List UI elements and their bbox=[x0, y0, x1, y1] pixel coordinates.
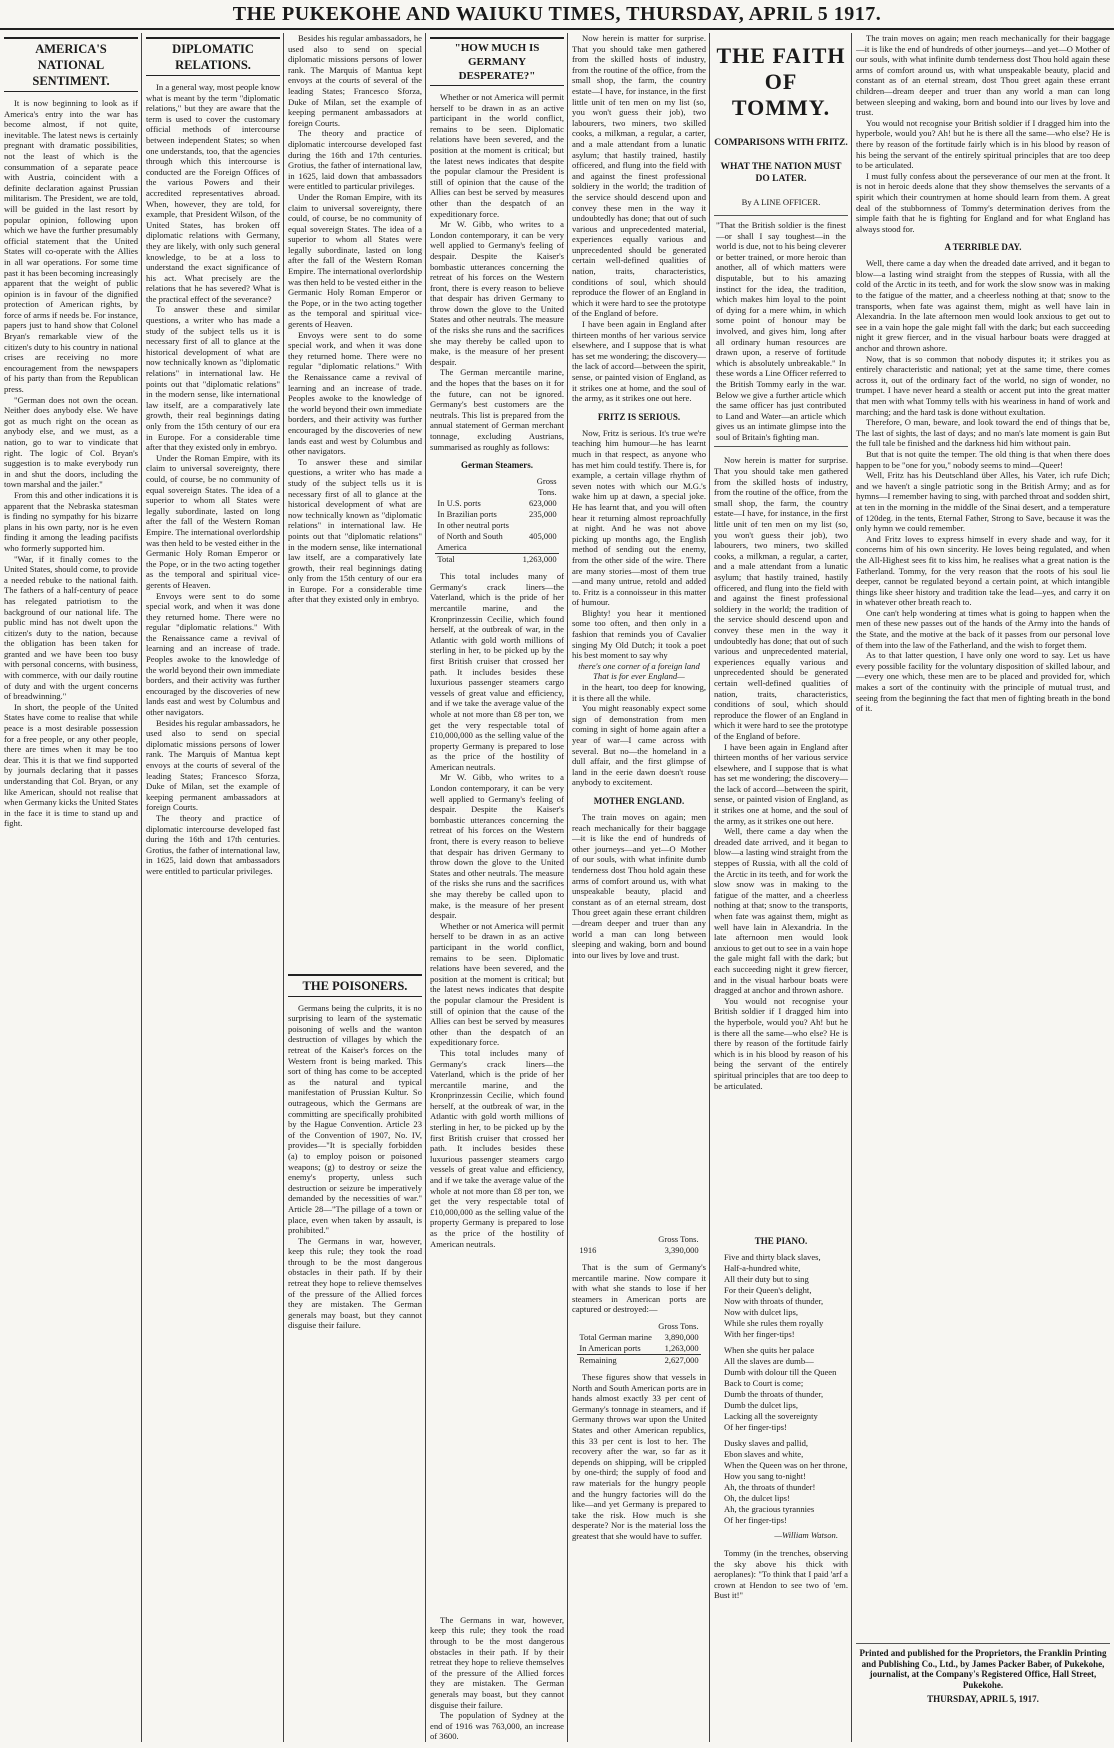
article-paragraph: Whether or not America will permit herself to be drawn in as an active participant in the world conflict, remains to be seen. Diplomatic relations have been severed, and the position at the moment is critical; but the latest news indicates that despite the popular clamour the President is still of opinion that the cause of the Allies can best be served by measures other than the despatch of an expeditionary force. bbox=[430, 920, 564, 1048]
section-subhead: MOTHER ENGLAND. bbox=[593, 795, 685, 806]
footer-note: The population of Sydney at the end of 1916 was 763,000, an increase of 3600. bbox=[430, 1710, 564, 1742]
article-header bbox=[288, 974, 422, 997]
row-value: 1,263,000 bbox=[518, 554, 558, 566]
article-paragraph: The theory and practice of diplomatic intercourse developed fast during the 16th and 17th centuries. Grotius, the father of international law, in 1625, laid down that ambassadors were entitled to particular privileges. bbox=[146, 812, 280, 876]
poem-author: —William Watson. bbox=[774, 1530, 838, 1540]
article-byline: By A LINE OFFICER. bbox=[741, 197, 821, 207]
article-paragraph: The Germans in war, however, keep this rule; they took the road through to be the most dangerous obstacles in their path. If by their retreat they hope to relieve themselves of the pressure of the Allied forces they are mistaken. The German generals may boast, but they cannot disguise their failure. bbox=[288, 1235, 422, 1331]
article-paragraph: And Fritz loves to express himself in every shade and way, for it concerns him of his own sincerity. He loves being regulated, and when the All-Highest sees fit to kiss him, he realises what a great nation is the Fatherland. Tommy, for the very reason that the roots of his soul lie deeper, cannot be regulated beyond a certain point, at which intangible things like sheer history and tradition take the lead—yes, and carry it on in whatever other breath reach to. bbox=[856, 533, 1110, 608]
poem-line: Dumb with dolour till the Queen bbox=[724, 1367, 837, 1377]
article-paragraph: Germans being the culprits, it is no surprising to learn of the systematic poisoning of wells and the wanton destruction of villages by which the retreat of the Kaiser's forces on the Western front is being marked. This sort of thing has come to be accepted as the natural and typical manifestation of Prussian Kultur. So outrageous, which the Germans are committing are specifically prohibited by the Hague Convention. Article 23 of the Convention of 1907, No. IV, provides—"It is specially forbidden (a) to employ poison or poisoned weapons; (g) to destroy or seize the enemy's property, unless such destruction or seizure be imperatively demanded by the necessities of war." Article 28—"The pillage of a town or place, even when taken by assault, is prohibited." bbox=[288, 1002, 422, 1236]
poem-line: While she rules them royally bbox=[724, 1318, 824, 1328]
article-paragraph: The Germans in war, however, keep this rule; they took the road through to be the most dangerous obstacles in their path. If by their retreat they hope to relieve themselves of the pressure of the Allied forces they are mistaken. The German generals may boast, but they cannot disguise their failure. bbox=[430, 1614, 564, 1710]
article-paragraph: I must fully confess about the perseverance of our men at the front. It is not in heroic deeds alone that they show themselves the servants of a spirit which their countrymen at home should learn from them. A great deal of the stubbornness of Tommy's determination derives from the simple faith that he is fighting for England and for what England has always stood for. bbox=[856, 170, 1110, 234]
article-paragraph: in the heart, too deep for knowing, it is there all the while. bbox=[572, 682, 706, 703]
article-paragraph: These figures show that vessels in North and South American ports are in hands almost exactly 33 per cent of Germany's tonnage in steamers, and if Germany throws war upon the United States and other American republics, this 33 per cent is lost to her. The recovery after the war, so far as it depends on shipping, will be crippled by one-third; the supply of food and raw materials for the hungry people and the hungry factories will do the like—and yet Germany is prepared to take the risk. How much is she desperate? Nor is the material loss the greatest that she would have to suffer. bbox=[572, 1371, 706, 1541]
article-paragraph: The theory and practice of diplomatic intercourse developed fast during the 16th and 17th centuries. Grotius, the father of international law, in 1625, laid down that ambassadors were entitled to particular privileges. bbox=[288, 128, 422, 192]
article-paragraph: Envoys were sent to do some special work, and when it was done they returned home. There were no regular "diplomatic relations." With the Renaissance came a revival of learning and an increase of trade. Peoples awoke to the knowledge of the world beyond their own immediate borders, and their activity was further encouraged by the discoveries of new lands east and west by Columbus and other navigators. bbox=[146, 590, 280, 718]
row-value: 2,627,000 bbox=[655, 1354, 700, 1366]
article-header bbox=[430, 37, 564, 86]
poem-line: Five and thirty black slaves, bbox=[724, 1252, 821, 1262]
poem-line: Dumb the throats of thunder, bbox=[724, 1389, 824, 1399]
article-paragraph: Well, there came a day when the dreaded date arrived, and it began to blow—a lasting wind straight from the steppes of Russia, with all the cold of the Arctic in its teeth, and for work the slow snow was in making to the fatigue of the matter, and a cheerless nothing at that; snow to the transports, when fate was against them, might as well have lain in Alexandria. In the late afternoon men would look anxious to get out to see in a vain hope the gale might fall with the dark; but each succeeding night it grew fiercer, and in the visual harbour boats were dragged at anchor and thrown ashore. bbox=[856, 258, 1110, 354]
column-3 bbox=[288, 33, 422, 1742]
article-paragraph: Mr W. Gibb, who writes to a London contemporary, it can be very well applied to Germany's feeling of despair. Despite the Kaiser's bombastic utterances concerning the retreat of his forces on the Western front, there is every reason to believe that despair has driven Germany to throw down the glove to the United States and other neutrals. The measure of the risks she runs and the sacrifices she may thereby be called upon to make, is the measure of her present despair. bbox=[430, 772, 564, 921]
section-subhead: A TERRIBLE DAY. bbox=[944, 242, 1022, 253]
poem-line: Dusky slaves and pallid, bbox=[724, 1438, 809, 1448]
article-paragraph: Now, Fritz is serious. It's true we're teaching him humour—he has learnt much in that respect, as anyone who has met him could testify. There is, for example, a certain village rhythm of seven notes with which our M.G.'s wake him up at dawn, a special joke. He has learnt that, and you will often hear it returning almost reproachfully at night. And he was not above picking up months ago, the English method of sending out the enemy, from the other side of the wire. There are many stories—most of them true—and many untrue, retold and added to. Fritz is a connoisseur in this matter of humour. bbox=[572, 427, 706, 608]
article-paragraph: Tommy (in the trenches, observing the sky above his thick with aeroplanes): "To think that I paid 'arf a crown at Hendon to see two of 'em. Bust it!" bbox=[714, 1548, 848, 1601]
article-paragraph: That is the sum of Germany's mercantile marine. Now compare it with what she stands to lose if her steamers in American ports are captured or destroyed:— bbox=[572, 1262, 706, 1315]
table-row bbox=[577, 1332, 700, 1343]
poem-line: How you sang to-night! bbox=[724, 1471, 806, 1481]
table-title: German Steamers. bbox=[461, 460, 533, 471]
article-paragraph: Envoys were sent to do some special work, and when it was done they returned home. There were no regular "diplomatic relations." With the Renaissance came a revival of learning and an increase of trade. Peoples awoke to the knowledge of the world beyond their own immediate borders, and their activity was further encouraged by the discoveries of new lands east and west by Columbus and other navigators. bbox=[288, 329, 422, 457]
article-header bbox=[146, 37, 280, 76]
article-paragraph: This total includes many of Germany's crack liners—the Vaterland, which is the pride of her mercantile marine, and the Kronprinzessin Cecilie, which found herself, at the outbreak of war, in the Atlantic with gold worth millions of sterling in her, to be picked up by the first British cruiser that crossed her path. It includes besides these luxurious passenger steamers cargo vessels of great value and efficiency, and if we take the average value of the whole at not more than £8 per ton, we get the very respectable total of £10,000,000 as the selling value of the property Germany is prepared to lose as the price of the hostility of American neutrals. bbox=[430, 1047, 564, 1249]
article-title-the-poisoners: THE POISONERS. bbox=[302, 978, 408, 993]
column-rule bbox=[851, 33, 852, 1742]
poem-line: For their Queen's delight, bbox=[724, 1285, 812, 1295]
article-paragraph: You would not recognise your British soldier if I dragged him into the hyperbole, would you? Ah! but he is there all the same—who else? He is there by reason of the fortitude fairly which is in his blood by reason of his being the servant of the entirely spiritual principles that are too deep to be articulated. bbox=[714, 995, 848, 1091]
poem-line: Now with dulcet lips, bbox=[724, 1307, 798, 1317]
article-paragraph: In short, the people of the United States have come to realise that while peace is a most desirable possession for a free people, or any other people, there are times when it may be too dear. This it is that we find supported by journals declaring that it passes understanding that Col. Bryan, or any like American, should not realise that when Germany kicks the United States in the face it is time to stand up and fight. bbox=[4, 701, 138, 829]
article-paragraph: The German mercantile marine, and the hopes that the bases on it for the future, can not be ignored. Germany's best customers are the neutrals. This list is prepared from the annual statement of German merchant tonnage, excluding Austrians, summarised as roughly as follows: bbox=[430, 367, 564, 452]
table-total-row bbox=[435, 554, 558, 566]
article-subtitle: WHAT THE NATION MUST DO LATER. bbox=[720, 162, 842, 184]
article-paragraph: Now, that is so common that nobody disputes it; it strikes you as entirely characteristic and national; yet at the same time, there comes across it, out of the ordinary fact of the world, no sign of wonder, no trumpet. I have never heard a stealth or accent put into the great matter that men with what Tommy tells with his weariness in hand of work and marching; and the hard task is done without exultation. bbox=[856, 353, 1110, 417]
row-value: 3,390,000 bbox=[664, 1245, 699, 1255]
poem-line: All their duty but to sing bbox=[724, 1274, 809, 1284]
row-label: Remaining bbox=[577, 1354, 655, 1366]
article-paragraph: "War, if it finally comes to the United States, should come, to provide a needed rebuke to the national faith. The fathers of a half-century of peace has relegated patriotism to the background of our national life. The public mind has not dwelt upon the citizen's duty to the nation, because the obligation has been taken for granted and we have been too busy with personal concerns, with business, with commerce, with our daily routine of duty and with the urgent concerns of breadwinning." bbox=[4, 553, 138, 702]
article-paragraph: To answer these and similar questions, a writer who has made a study of the subject tells us it is necessary first of all to glance at the historical development of what are now technically known as "diplomatic relations" in international law. He points out that "diplomatic relations" in the modern sense, like international law itself, are a comparatively late growth, their real beginnings dating only from the 15th century of our era in Europe. For a considerable time after that they existed only in embryo. bbox=[288, 456, 422, 605]
article-paragraph: Whether or not America will permit herself to be drawn in as an active participant in the world conflict, remains to be seen. Diplomatic relations have been severed, and the position at the moment is critical; but the latest news indicates that despite the popular clamour the President is still of opinion that the cause of the Allies can best be served by measures other than the despatch of an expeditionary force. bbox=[430, 92, 564, 219]
article-title-americas-national-sentiment: AMERICA'S NATIONAL SENTIMENT. bbox=[32, 42, 110, 88]
column-7 bbox=[856, 33, 1110, 1742]
article-title-the-faith-of-tommy: THE FAITH OF TOMMY. bbox=[716, 43, 846, 120]
article-paragraph: Well, there came a day when the dreaded date arrived, and it began to blow—a lasting wind straight from the steppes of Russia, with all the cold of the Arctic in its teeth, and for work the slow snow was in making to the fatigue of the matter, and a cheerless nothing at that; snow to the transports, when fate was against them, might as well have lain in Alexandria. In the late afternoon men would look anxious to get out to see in a vain hope the gale might fall with the dark; but each succeeding night it grew fiercer, and in the visual harbour boats were dragged at anchor and thrown ashore. bbox=[714, 826, 848, 996]
row-value: 3,890,000 bbox=[664, 1331, 699, 1342]
imprint-text: Printed and published for the Proprietors, the Franklin Printing and Publishing Co., Ltd., by James Packer Baber, of Pukekohe, journalist, at the Company's Registered Office, Hall Street, Pukekohe. bbox=[859, 1648, 1107, 1690]
poem-line: Half-a-hundred white, bbox=[724, 1263, 801, 1273]
column-2 bbox=[146, 33, 280, 1742]
article-paragraph: From this and other indications it is apparent that the Nebraska statesman is finding no sympathy for his bizarre plans in his own party, nor is he even finding it among the leading pacifists who formerly supported him. bbox=[4, 489, 138, 553]
text-block bbox=[288, 330, 422, 970]
table-row bbox=[577, 1343, 700, 1355]
column-1 bbox=[4, 33, 138, 1742]
article-paragraph: Under the Roman Empire, with its claim to universal sovereignty, there could, of course, be no community of equal sovereign States. The idea of a superior to whom all States were legally subordinate, lasted on long after the fall of the Western Roman Empire. The international overlordship was then held to be vested either in the Germanic Holy Roman Emperor or the Pope, or in the two acting together as the temporal and spiritual vice-gerents of Heaven. bbox=[146, 452, 280, 590]
article-paragraph: As to that latter question, I have only one word to say. Let us have every possible facility for the voluntary disposition of skilled labour, and—every one which, these men are to be placed and provided for, which makes a sort of the continuity with the principle of mutual trust, and seeing from the beginning the fact that men of fighting breath in the bond of it. bbox=[856, 650, 1110, 714]
column-header: Gross Tons. bbox=[658, 1234, 699, 1244]
poem-line: All the slaves are dumb— bbox=[724, 1356, 814, 1366]
issue-date: THURSDAY, APRIL 5, 1917. bbox=[927, 1694, 1039, 1705]
article-paragraph: Now herein is matter for surprise. That you should take men gathered from the skilled hosts of industry, from the routine of the office, from the small shop, the farm, the country estate—I have, for instance, in the first little unit of ten men on my list (so, you won't guess their job), two labourers, two miners, two skilled cooks, a milkman, a regular, a carter, and a male attendant from a lunatic asylum; that hastily trained, hastily officered, and flung into the field with and against the finest professional soldiery in the world; the tradition of the service should descend upon and convey these men in the way it undoubtedly has done; that out of such various and unprecedented material, experiences equally various and unprecedented should be generated certain well-defined qualities of nation, traits, characteristics, conditions of soul, which should reproduce the flower of an England in which it were hard to see the prototype of the England of before. bbox=[714, 455, 848, 741]
poem-line: Ah, the throats of thunder! bbox=[724, 1482, 816, 1492]
article-subtitle: COMPARISONS WITH FRITZ. bbox=[714, 138, 848, 148]
article-paragraph: One can't help wondering at times what is going to happen when the men of these new passes out of the hands of the Army into the hands of the State, and the motive at the back of it passes from our personal love of them into the law of the Fatherland, and the wish to forget them. bbox=[856, 607, 1110, 650]
article-paragraph: To answer these and similar questions, a writer who has made a study of the subject tells us it is necessary first of all to glance at the historical development of what are now technically known as "diplomatic relations" in international law. He points out that "diplomatic relations" in the modern sense, like international law itself, are a comparatively late growth, their real beginnings dating only from the 15th century of our era in Europe. For a considerable time after that they existed only in embryo. bbox=[146, 304, 280, 453]
poem-line: Ah, the gracious tyrannies bbox=[724, 1504, 815, 1514]
article-paragraph: Well, Fritz has his Deutschland über Alles, his Vater, ich rufe Dich; and we haven't a single patriotic song in the British Army; and as for hymns—I remember having to sing, with parched throat and sodden shirt, at ten in the morning in the middle of the Sinai desert, and a temperature of 120deg. in the tents, Eternal Father, Strong to Save, because it was the only hymn we could remember. bbox=[856, 470, 1110, 534]
column-rule bbox=[567, 33, 568, 1742]
column-rule bbox=[709, 33, 710, 1742]
poem-line: With her finger-tips! bbox=[724, 1329, 795, 1339]
publisher-imprint bbox=[856, 1643, 1110, 1690]
column-rule bbox=[141, 33, 142, 1742]
table-row bbox=[435, 509, 558, 520]
article-paragraph: "German does not own the ocean. Neither does anybody else. We have got as much right on the ocean as anybody else, and we must, as a nation, go to war to vindicate that right. The logic of Col. Bryan's suggestion is to make everybody run in and shut the doors, including the town marshal and the jailer." bbox=[4, 394, 138, 490]
row-label: In Brazilian ports bbox=[437, 509, 497, 520]
column-rule bbox=[283, 33, 284, 1742]
poem-line: Back to Court is come; bbox=[724, 1378, 804, 1388]
table-row bbox=[435, 520, 558, 554]
column-5 bbox=[572, 33, 706, 1742]
column-6 bbox=[714, 33, 848, 1742]
article-header bbox=[4, 37, 138, 92]
tonnage-table bbox=[577, 1234, 700, 1256]
article-paragraph: Therefore, O man, beware, and look toward the end of things that be, The last of sights, the last of days; and no man's late moment is gain But the full tale be finished and the darkness hid him without pain. bbox=[856, 417, 1110, 449]
article-title-how-much-is-germany-desperate: "HOW MUCH IS GERMANY DESPERATE?" bbox=[454, 42, 540, 82]
row-label: 1916 bbox=[579, 1245, 597, 1255]
poem-line: Of her finger-tips! bbox=[724, 1515, 787, 1525]
poem-line: Now with throats of thunder, bbox=[724, 1296, 824, 1306]
article-lede: "That the British soldier is the finest—or shall I say toughest—in the world is due, not to his being cleverer or better trained, or more heroic than another, all of which matters were disputable, but to his amazing instinct for the idea, the tradition, which makes him loyal to the point of dying for a mere whim, in which some point of honour may be involved, and gives him, long after all ordinary human resources are drawn upon, a reserve of fortitude which is absolutely unbreakable." In these words a Line Officer referred to the British Tommy early in the war. Below we give a further article which the same officer has just contributed to Land and Water—an article which gives us an intimate glimpse into the soul of Britain's fighting man. bbox=[714, 215, 848, 447]
article-paragraph: This total includes many of Germany's crack liners—the Vaterland, which is the pride of her mercantile marine, and the Kronprinzessin Cecilie, which found herself, at the outbreak of war, in the Atlantic with gold worth millions of sterling in her, to be picked up by the first British cruiser that crossed her path. It includes besides these luxurious passenger steamers cargo vessels of great value and efficiency, and if we take the average value of the whole at not more than £8 per ton, we get the very respectable total of £10,000,000 as the selling value of the property Germany is prepared to lose as the price of the hostility of American neutrals. bbox=[430, 571, 564, 772]
row-label: In U.S. ports bbox=[437, 498, 481, 509]
text-block bbox=[714, 33, 848, 1228]
masthead bbox=[0, 0, 1114, 30]
row-value: 405,000 bbox=[529, 531, 557, 542]
table-total-row bbox=[577, 1354, 700, 1366]
article-paragraph: But that is not quite the temper. The old thing is that when there does happen to be "one for you," nobody seems to mind—Queer! bbox=[856, 448, 1110, 470]
column-header: Gross Tons. bbox=[536, 476, 557, 498]
footer-block bbox=[430, 1615, 564, 1742]
article-paragraph: Mr W. Gibb, who writes to a London contemporary, it can be very well applied to Germany's feeling of despair. Despite the Kaiser's bombastic utterances concerning the retreat of his forces on the Western front, there is every reason to believe that despair has driven Germany to throw down the glove to the United States and other neutrals. The measure of the risks she runs and the sacrifices she may thereby be called upon to make, is the measure of her present despair. bbox=[430, 219, 564, 367]
poem-line: Of her finger-tips! bbox=[724, 1422, 787, 1432]
article-paragraph: Under the Roman Empire, with its claim to universal sovereignty, there could, of course, be no community of equal sovereign States. The idea of a superior to whom all States were legally subordinate, lasted on long after the fall of the Western Roman Empire. The international overlordship was then held to be vested either in the Germanic Holy Roman Emperor or the Pope, or in the two acting together as the temporal and spiritual vice-gerents of Heaven. bbox=[288, 191, 422, 330]
column-4 bbox=[430, 33, 564, 1742]
poem-line: Oh, the dulcet lips! bbox=[724, 1493, 790, 1503]
article-paragraph: I have been again in England after thirteen months of her various service elsewhere, and I suppose that is what has set me wondering; the discovery—the lack of accord—between the spirit, sense, or painted vision of England, as it strikes one at home, and the soul of the army, as it strikes one out here. bbox=[572, 319, 706, 404]
text-block bbox=[572, 33, 706, 1228]
verse-quote: there's one corner of a foreign land That is for ever England— bbox=[578, 660, 700, 682]
row-value: 235,000 bbox=[529, 509, 557, 520]
row-label: In other neutral ports of North and South America bbox=[437, 520, 509, 553]
table-row bbox=[435, 498, 558, 509]
table-row bbox=[577, 1245, 700, 1256]
row-value: 1,263,000 bbox=[664, 1342, 699, 1353]
poem-line: When the Queen was on her throne, bbox=[724, 1460, 848, 1470]
masthead-title: THE PUKEKOHE AND WAIUKU TIMES, THURSDAY, APRIL 5 1917. bbox=[232, 3, 882, 25]
article-paragraph: Blighty! you hear it mentioned some too often, and then only in a fashion that reminds you of Cavalier singing My Old Dutch; it took a poet his best moment to say why bbox=[572, 607, 706, 661]
article-paragraph: Besides his regular ambassadors, he used also to send on special diplomatic missions persons of lower rank. The Marquis of Mantua kept envoys at the courts of several of the leading States; Francesco Sforza, Duke of Milan, set the example of keeping permanent ambassadors at foreign Courts. bbox=[146, 717, 280, 813]
row-label: Total bbox=[435, 554, 518, 566]
row-value: 623,000 bbox=[529, 498, 557, 509]
article-paragraph: The train moves on again; men reach mechanically for their baggage—it is like the end of hundreds of other journeys—and yet—O Mother of our souls, with what infinite dumb tenderness dost Thou hold again these arms of comfort around us, with what unspeakable beauty, placid and constant as of an eternal stream, dost Thou greet again these errant children—dream deeper and truer than any world a man can long between sleeping and waking, born and bound into our lives by love and trust. bbox=[572, 811, 706, 960]
article-title-diplomatic-relations: DIPLOMATIC RELATIONS. bbox=[172, 42, 254, 72]
article-paragraph: I have been again in England after thirteen months of her various service elsewhere, and I suppose that is what has set me wondering; the discovery—the lack of accord—between the spirit, sense, or painted vision of England, as it strikes one at home, and the soul of the army, as it strikes one out here. bbox=[714, 741, 848, 826]
article-paragraph: It is now beginning to look as if America's entry into the war has become almost, if not quite, inevitable. The latest news is certainly pregnant with dramatic possibilities, not the least of which is the consummation of a separate peace with Austria, coincident with a definite declaration against Prussian militarism. The President, we are told, will be guided in the last resort by popular opinion, following upon which we have the further presumably official statement that the United States will co-operate with the Allies in all war operations. For some time past it has been becoming increasingly apparent that the weight of public opinion is in favour of the dignified protection of American rights, by force of arms if needs be. For instance, papers just to hand show that Colonel Bryan's remarkable view of the citizen's duty to his country in national crises are receiving no more encouragement from the newspapers of his party than from the Republican press. bbox=[4, 98, 138, 395]
article-paragraph: You would not recognise your British soldier if I dragged him into the hyperbole, would you? Ah! but he is there all the same—who else? He is there by reason of the fortitude fairly which is in his blood by reason of his being the servant of the entirely spiritual principles that are too deep to be articulated. bbox=[856, 117, 1110, 171]
section-subhead: FRITZ IS SERIOUS. bbox=[597, 411, 681, 422]
article-paragraph: You might reasonably expect some sign of demonstration from men coming in sight of home again after a year of war—I came across with several. But no—the homeland in a dull affair, and the first glimpse of land in the eerie dawn doesn't rouse anybody to excitement. bbox=[572, 703, 706, 788]
column-header: Gross Tons. bbox=[658, 1320, 699, 1331]
poem-line: Ebon slaves and white, bbox=[724, 1449, 804, 1459]
poem-body bbox=[724, 1252, 848, 1526]
article-paragraph: Besides his regular ambassadors, he used also to send on special diplomatic missions persons of lower rank. The Marquis of Mantua kept envoys at the courts of several of the leading States; Francesco Sforza, Duke of Milan, set the example of keeping permanent ambassadors at foreign Courts. bbox=[288, 33, 422, 128]
row-label: In American ports bbox=[579, 1342, 641, 1353]
tonnage-table bbox=[435, 476, 558, 565]
row-label: Total German marine bbox=[579, 1331, 652, 1342]
article-paragraph: In a general way, most people know what is meant by the term "diplomatic relations," but they are aware that the term is used to cover the customary official methods of intercourse between independent States; so when one understands, too, that the agencies through which this intercourse is conducted are the Foreign Offices of the various Powers and their accredited representatives abroad. When, however, they are told, for example, that President Wilson, of the United States, has broken off diplomatic relations with Germany, they are likely, with only such general knowledge, to be at a loss to understand the exact significance of his act. What precisely are the relations that he has severed? What is the practical effect of the severance? bbox=[146, 82, 280, 304]
poem-line: Dumb the dulcet lips, bbox=[724, 1400, 798, 1410]
text-block bbox=[856, 33, 1110, 1633]
article-paragraph: Now herein is matter for surprise. That you should take men gathered from the skilled hosts of industry, from the routine of the office, from the small shop, the farm, the country estate—I have, for instance, in the first little unit of ten men on my list (so, you won't guess their job), two labourers, two miners, two skilled cooks, a milkman, a regular, a carter, and a male attendant from a lunatic asylum; that hastily trained, hastily officered, and flung into the field with and against the finest professional soldiery in the world; the tradition of the service should descend upon and convey these men in the way it undoubtedly has done; that out of such various and unprecedented material, experiences equally various and unprecedented should be generated certain well-defined qualities of nation, traits, characteristics, conditions of soul, which should reproduce the flower of an England in which it were hard to see the prototype of the England of before. bbox=[572, 33, 706, 319]
poem-line: Lacking all the sovereignty bbox=[724, 1411, 818, 1421]
column-rule bbox=[425, 33, 426, 1742]
tonnage-table bbox=[577, 1321, 700, 1366]
poem-title: THE PIANO. bbox=[754, 1236, 808, 1246]
poem-line: When she quits her palace bbox=[724, 1345, 815, 1355]
article-paragraph: The train moves on again; men reach mechanically for their baggage—it is like the end of hundreds of other journeys—and yet—O Mother of our souls, with what infinite dumb tenderness dost Thou hold again these arms of comfort around us, with what unspeakable beauty, placid and constant as of an eternal stream, dost Thou greet again these errant children—dream deeper and truer than any world a man can long between sleeping and waking, born and bound into our lives by love and trust. bbox=[856, 33, 1110, 118]
